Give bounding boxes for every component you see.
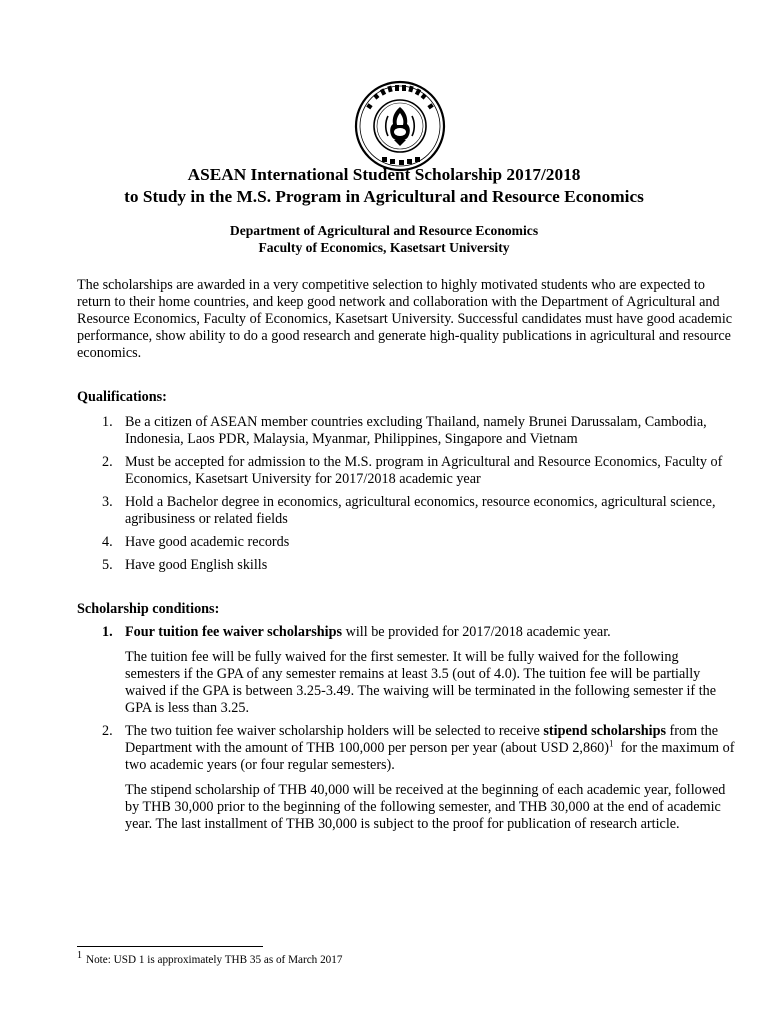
list-item-number: 4. — [102, 534, 113, 550]
list-item — [77, 414, 737, 448]
list-item — [77, 454, 737, 488]
scholarship-conditions-list — [77, 624, 737, 839]
list-item-number: 5. — [102, 557, 113, 573]
list-item-text: Have good English skills — [125, 557, 268, 573]
qualifications-list — [77, 414, 737, 580]
list-item — [77, 557, 737, 574]
list-item-text: Hold a Bachelor degree in economics, agricultural economics, resource economics, agricultural science, agribusiness or related fields — [125, 494, 716, 527]
condition-mid: from the Department with the amount of THB 100,000 per person per year (about USD 2,860) — [125, 723, 719, 756]
stipend-details-paragraph: The stipend scholarship of THB 40,000 will be received at the beginning of each academic year, followed by THB 30,000 prior to the beginning of the following semester, and THB 30,000 at the end of academic year. The last installment of THB 30,000 is subject to the proof for publication of research article. — [125, 782, 726, 832]
tuition-details-paragraph: The tuition fee will be fully waived for the first semester. It will be fully waived for the following semesters if the GPA of any semester remains at least 3.5 (out of 4.0). The tuition fee will be partially waived if the GPA is between 3.25-3.49. The waiving will be terminated in the following semester if the GPA is less than 3.25. — [125, 649, 717, 716]
condition-text — [125, 624, 737, 641]
footnote-reference: 1 — [608, 738, 614, 749]
condition-item-tuition — [77, 624, 737, 717]
condition-emphasis: Four tuition fee waiver scholarships — [125, 624, 343, 640]
condition-rest: will be provided for 2017/2018 academic year. — [342, 624, 611, 640]
list-item-number: 2. — [102, 723, 113, 739]
list-item — [77, 534, 737, 551]
faculty-name: Faculty of Economics, Kasetsart University — [258, 240, 510, 255]
list-item-text: Be a citizen of ASEAN member countries excluding Thailand, namely Brunei Darussalam, Cambodia, Indonesia, Laos PDR, Malaysia, Myanmar, Philippines, Singapore and Vietnam — [125, 414, 707, 447]
list-item-text: Have good academic records — [125, 534, 290, 550]
footnote-divider — [77, 946, 263, 947]
document-title-line2: to Study in the M.S. Program in Agricultural and Resource Economics — [124, 187, 644, 206]
condition-emphasis: stipend scholarships — [543, 723, 666, 739]
condition-pre: The two tuition fee waiver scholarship holders will be selected to receive — [125, 723, 544, 739]
university-seal-icon — [354, 80, 446, 172]
footnote — [77, 950, 343, 967]
document-title-line1: ASEAN International Student Scholarship 2017/2018 — [187, 165, 581, 184]
list-item-number: 1. — [102, 624, 113, 640]
list-item — [77, 494, 737, 528]
list-item-number: 3. — [102, 494, 113, 510]
footnote-number: 1 — [77, 950, 82, 962]
footnote-text: Note: USD 1 is approximately THB 35 as of March 2017 — [86, 954, 343, 966]
condition-post: for the maximum of two academic years (or four regular semesters). — [125, 740, 738, 773]
list-item-number: 2. — [102, 454, 113, 470]
condition-text — [125, 723, 737, 774]
list-item-number: 1. — [102, 414, 113, 430]
intro-paragraph: The scholarships are awarded in a very competitive selection to highly motivated students who are expected to return to their home countries, and keep good network and collaboration with the Department of Agricultural and Resource Economics, Faculty of Economics, Kasetsart University. Successful candidates must have good academic performance, show ability to do a good research and generate high-quality publications in agricultural and resource economics. — [77, 277, 733, 361]
list-item-text: Must be accepted for admission to the M.S. program in Agricultural and Resource Economics, Faculty of Economics, Kasetsart University for 2017/2018 academic year — [125, 454, 723, 487]
department-name: Department of Agricultural and Resource Economics — [229, 223, 539, 238]
condition-item-stipend — [77, 723, 737, 833]
scholarship-conditions-heading: Scholarship conditions: — [77, 601, 220, 617]
qualifications-heading: Qualifications: — [77, 389, 167, 405]
